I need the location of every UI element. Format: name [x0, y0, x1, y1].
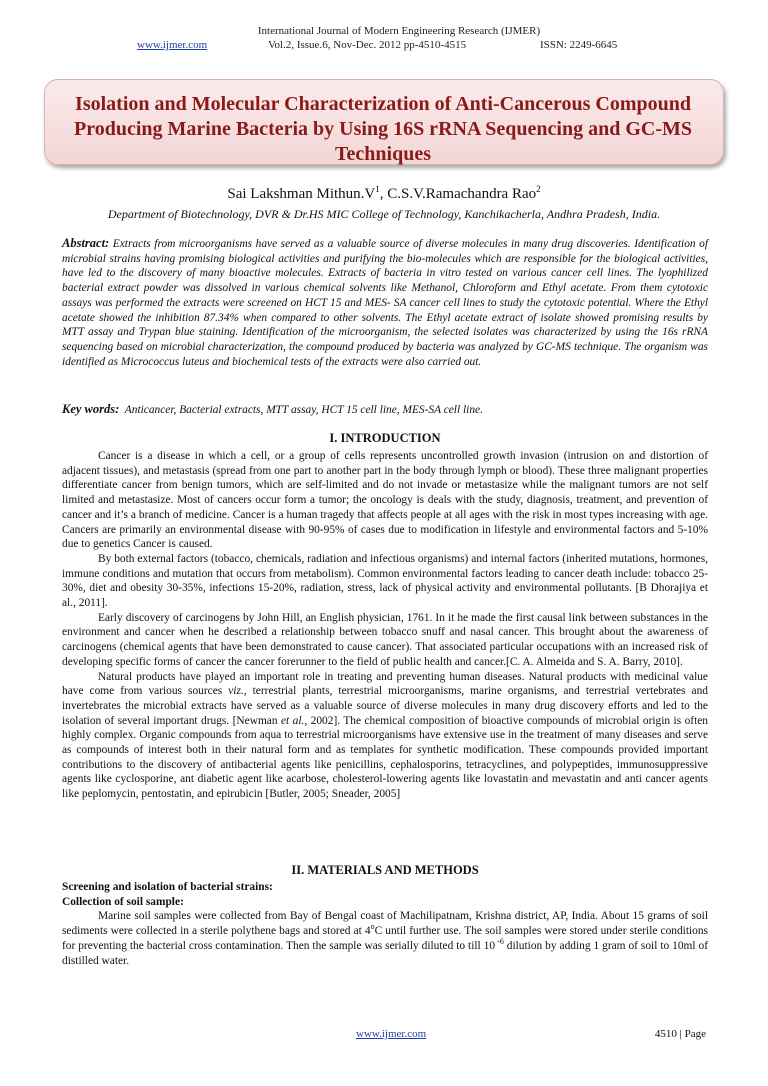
paper-title: Isolation and Molecular Characterization of Anti-Cancerous Compound Producing Marine Bacteria by Using 16S rRNA Sequencing and GC-MS Techniques — [74, 93, 692, 165]
text-run: , 2002]. The chemical composition of bioactive compounds of microbial origin is often highly complex. Organic compounds from aqua to terrestrial microorganisms have extensive use in the treatment of many diseases and serve as compounds of interest both in their natural form and as templates for synthetic modification. These compounds provided important contributions to the discovery of antibacterial agents like penicillins, cephalosporins, tetracyclines, and polypeptides, immunosuppressive agents like cyclosporine, ant diabetic agent like acarbose, cholesterol-lowering agents like lovastatin and mevastatin and anti cancer agents like peplomycin, pentostatin, and epirubicin [Butler, 2005; Sneader, 2005] — [62, 714, 708, 801]
keywords-text: Anticancer, Bacterial extracts, MTT assay, HCT 15 cell line, MES-SA cell line. — [124, 404, 483, 416]
section-heading-introduction: I. INTRODUCTION — [329, 431, 441, 445]
author-separator: , — [379, 186, 388, 202]
subheading: Collection of soil sample: — [62, 895, 184, 908]
exponent-superscript: -6 — [495, 937, 504, 947]
section-heading-methods: II. MATERIALS AND METHODS — [291, 863, 479, 877]
text-run: Marine soil samples were collected from Bay of Bengal coast of Machilipatnam, Krishna district, AP, India. About 15 grams of soil sediments were collected in a sterile polythene bags and stored at 4 — [62, 910, 708, 938]
degree-superscript: o — [370, 922, 375, 932]
paragraph: Early discovery of carcinogens by John Hill, an English physician, 1761. In it he made the first causal link between substances in the environment and cancer when he described a relationship between tobacco snuff and nasal cancer. This brought about the awareness of carcinogens (chemical agents that have been demonstrated to cause cancer). That associated particular occupations with an increased risk of developing specific forms of cancer the cancer forerunner to the field of public health and cancer.[C. A. Almeida and S. A. Barry, 2010]. — [62, 611, 708, 668]
author-affiliation-mark: 2 — [536, 184, 541, 194]
paragraph: Cancer is a disease in which a cell, or a group of cells represents uncontrolled growth invasion (intrusion on and distortion of adjacent tissues), and metastasis (spread from one part to another part in the body through lymph or blood). These three malignant properties differentiate cancer from benign tumors, which are self-limited and do not invade or metastasize while the malignant tumors are not self limited and metastasize. Most of cancers occur form a tumor; the oncology is deals with the study, diagnosis, treatment, and prevention of cancer and it’s a branch of medicine. Cancer is a human tragedy that affects people at all ages with the risk in most types increasing with age. Cancers are primarily an environmental disease with 90-95% of cases due to modification in lifestyle and environmental factors and 5-10% due to genetics Cancer is caused. — [62, 450, 708, 551]
paragraph — [62, 909, 708, 968]
journal-name: International Journal of Modern Engineering Research (IJMER) — [257, 25, 541, 37]
author-line — [0, 186, 768, 203]
italic-run: et al. — [281, 714, 305, 727]
journal-header — [0, 24, 768, 52]
keywords-label: Key words: — [62, 402, 120, 416]
methods-section — [62, 880, 708, 968]
journal-details — [0, 38, 768, 52]
journal-volume: Vol.2, Issue.6, Nov-Dec. 2012 pp-4510-4515 — [268, 39, 467, 51]
abstract — [62, 236, 708, 369]
page-number: 4510 | Page — [654, 1028, 706, 1040]
text-run: terrestrial plants, terrestrial microorganisms, marine organisms, and terrestrial vertebrates and invertebrates the microbial extracts have served as a valuable source of diverse molecules in many drug discovery efforts and led to the isolation of several important drugs. [Newman — [62, 685, 708, 727]
affiliation: Department of Biotechnology, DVR & Dr.HS MIC College of Technology, Kanchikacherla, Andhra Pradesh, India. — [107, 207, 661, 221]
italic-run: viz., — [228, 685, 247, 698]
footer-url-link[interactable]: www.ijmer.com — [356, 1028, 427, 1040]
journal-url-link[interactable]: www.ijmer.com — [137, 39, 208, 51]
abstract-label: Abstract: — [62, 236, 110, 250]
keywords — [62, 402, 708, 418]
author-name: Sai Lakshman Mithun.V — [227, 186, 376, 202]
subheading: Screening and isolation of bacterial strains: — [62, 881, 273, 893]
text-run: Natural products have played an important role in treating and preventing human diseases. Natural products with medicinal value have come from various sources — [62, 670, 708, 698]
author-name: C.S.V.Ramachandra Rao — [387, 186, 537, 202]
paragraph — [62, 670, 708, 802]
text-run: dilution by adding 1 gram of soil to 10ml of distilled water. — [62, 939, 708, 967]
author-affiliation-mark: 1 — [375, 184, 380, 194]
text-run: C until further use. The soil samples were stored under sterile conditions for preventing the bacterial cross contamination. Then the sample was serially diluted to till 10 — [62, 925, 708, 952]
journal-issn: ISSN: 2249-6645 — [540, 39, 618, 51]
introduction-section — [62, 449, 708, 802]
abstract-text: Extracts from microorganisms have served as a valuable source of diverse molecules in many drug discoveries. Identification of microbial strains having promising biological activities and purifying the bio-molecules which are responsible for the biological activities, have led to the discovery of many bioactive molecules. Extracts of bacteria in vitro tested on various cancer cell lines. The lyophilized bacterial extract powder was dissolved in various chemical solvents like Methanol, Chloroform and Ethyl acetate. From them cytotoxic assays was performed the extracts were screened on HCT 15 and MES- SA cancer cell lines to study the cytotoxic potential. Where the Ethyl acetate showed the inhibition 87.34% when compared to other solvents. The Ethyl acetate extract of isolate showed promising results by MTT assay and Trypan blue staining. Identification of the microorganism, the selected isolates was characterized by using the 16s rRNA sequencing based on microbial characterization, the compound produced by bacteria was analyzed by GC-MS technique. The organism was identified as Micrococcus luteus and biochemical tests of the extracts were also carried out. — [62, 238, 708, 368]
paragraph: By both external factors (tobacco, chemicals, radiation and infectious organisms) and internal factors (inherited mutations, hormones, immune conditions and mutation that occurs from metabolism). Common environmental factors leading to cancer death include: tobacco 25-30%, diet and obesity 30-35%, infections 15-20%, radiation, stress, lack of physical activity and environmental pollutants. [B Dhorajiya et al., 2011]. — [62, 552, 708, 610]
